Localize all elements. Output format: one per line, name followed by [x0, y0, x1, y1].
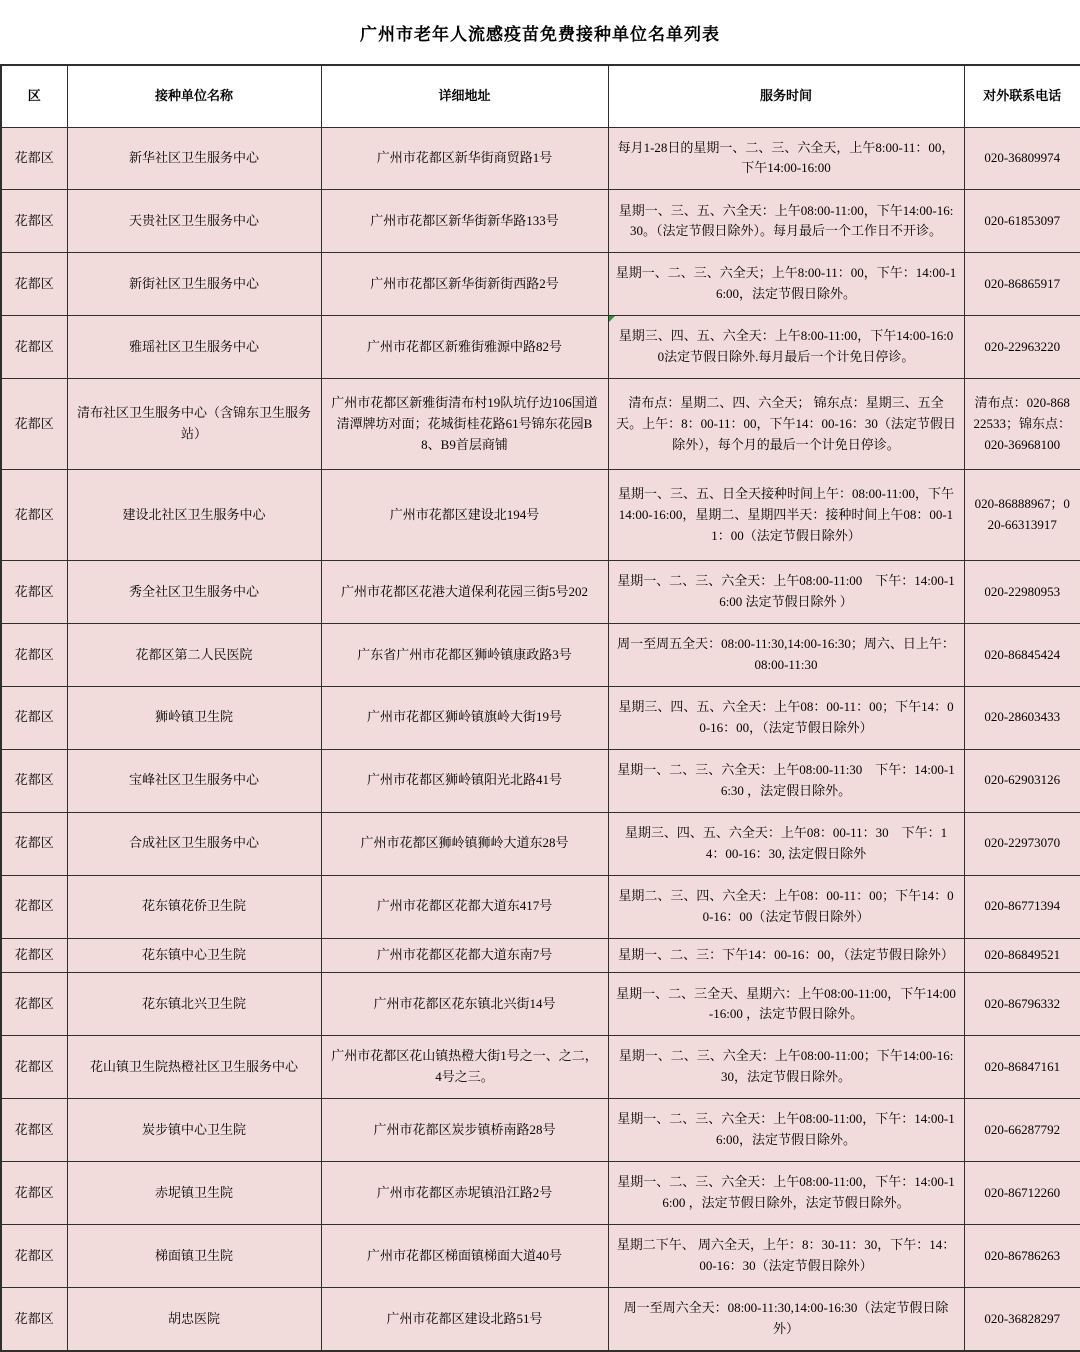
- cell-address: 广州市花都区狮岭镇狮岭大道东28号: [321, 812, 608, 875]
- cell-district: 花都区: [1, 624, 67, 687]
- cell-service-time: 星期三、四、五、六全天：上午08：00-11：00；下午14：00-16：00，（法定节假日除外）: [608, 686, 964, 749]
- cell-address: 广州市花都区梯面镇梯面大道40号: [321, 1224, 608, 1287]
- cell-district: 花都区: [1, 470, 67, 561]
- cell-phone: 020-86786263: [964, 1224, 1080, 1287]
- cell-phone: 清布点：020-86822533；锦东点：020-36968100: [964, 379, 1080, 470]
- cell-district: 花都区: [1, 316, 67, 379]
- header-cell-phone: 对外联系电话: [964, 65, 1080, 127]
- cell-unit-name: 天贵社区卫生服务中心: [67, 190, 321, 253]
- cell-service-time: 星期一、二、三、六全天：上午08:00-11:00 下午：14:00-16:00 法定节假日除外 ）: [608, 561, 964, 624]
- table-header-row: [1, 65, 1080, 127]
- cell-district: 花都区: [1, 686, 67, 749]
- cell-service-time: 星期二、三、四、六全天：上午08：00-11：00；下午14：00-16：00（法定节假日除外）: [608, 875, 964, 938]
- cell-unit-name: 合成社区卫生服务中心: [67, 812, 321, 875]
- cell-unit-name: 炭步镇中心卫生院: [67, 1099, 321, 1162]
- table-row: [1, 938, 1080, 973]
- table-row: [1, 624, 1080, 687]
- cell-district: 花都区: [1, 1287, 67, 1351]
- cell-phone: 020-36809974: [964, 127, 1080, 190]
- table-row: [1, 973, 1080, 1036]
- header-cell-address: 详细地址: [321, 65, 608, 127]
- cell-district: 花都区: [1, 1099, 67, 1162]
- table-row: [1, 561, 1080, 624]
- cell-unit-name: 花东镇花侨卫生院: [67, 875, 321, 938]
- cell-district: 花都区: [1, 253, 67, 316]
- cell-service-time: 清布点：星期二、四、六全天； 锦东点：星期三、五全天。上午：8：00-11：00，下午14：00-16：30（法定节假日除外），每个月的最后一个计免日停诊。: [608, 379, 964, 470]
- cell-phone: 020-86888967；020-66313917: [964, 470, 1080, 561]
- cell-district: 花都区: [1, 938, 67, 973]
- cell-phone: 020-28603433: [964, 686, 1080, 749]
- cell-service-time: 星期一、二、三：下午14：00-16：00，（法定节假日除外）: [608, 938, 964, 973]
- cell-address: 广东省广州市花都区狮岭镇康政路3号: [321, 624, 608, 687]
- cell-unit-name: 秀全社区卫生服务中心: [67, 561, 321, 624]
- cell-phone: 020-22973070: [964, 812, 1080, 875]
- header-cell-district: 区: [1, 65, 67, 127]
- vaccination-units-table: [0, 64, 1080, 1352]
- cell-service-time: 星期三、四、五、六全天：上午08：00-11：30 下午：14：00-16：30, 法定假日除外: [608, 812, 964, 875]
- cell-unit-name: 建设北社区卫生服务中心: [67, 470, 321, 561]
- cell-service-time: 星期一、三、五、六全天：上午08:00-11:00，下午14:00-16:30。（法定节假日除外）。每月最后一个工作日不开诊。: [608, 190, 964, 253]
- cell-phone: 020-86796332: [964, 973, 1080, 1036]
- header-cell-unit-name: 接种单位名称: [67, 65, 321, 127]
- page-title: 广州市老年人流感疫苗免费接种单位名单列表: [360, 24, 720, 44]
- cell-phone: 020-86847161: [964, 1036, 1080, 1099]
- cell-unit-name: 宝峰社区卫生服务中心: [67, 749, 321, 812]
- cell-unit-name: 胡忠医院: [67, 1287, 321, 1351]
- cell-unit-name: 清布社区卫生服务中心（含锦东卫生服务站）: [67, 379, 321, 470]
- table-row: [1, 875, 1080, 938]
- cell-service-time: 周一至周五全天：08:00-11:30,14:00-16:30；周六、日上午：08:00-11:30: [608, 624, 964, 687]
- cell-phone: 020-86771394: [964, 875, 1080, 938]
- cell-unit-name: 赤坭镇卫生院: [67, 1162, 321, 1225]
- table-row: [1, 379, 1080, 470]
- table-row: [1, 1036, 1080, 1099]
- cell-phone: 020-22963220: [964, 316, 1080, 379]
- cell-phone: 020-62903126: [964, 749, 1080, 812]
- cell-unit-name: 梯面镇卫生院: [67, 1224, 321, 1287]
- cell-service-time: 周一至周六全天：08:00-11:30,14:00-16:30（法定节假日除外）: [608, 1287, 964, 1351]
- cell-unit-name: 花山镇卫生院热橙社区卫生服务中心: [67, 1036, 321, 1099]
- cell-unit-name: 狮岭镇卫生院: [67, 686, 321, 749]
- table-row: [1, 316, 1080, 379]
- table-row: [1, 1162, 1080, 1225]
- table-row: [1, 812, 1080, 875]
- table-row: [1, 253, 1080, 316]
- cell-unit-name: 雅瑶社区卫生服务中心: [67, 316, 321, 379]
- cell-address: 广州市花都区新华街商贸路1号: [321, 127, 608, 190]
- cell-service-time: 星期一、二、三、六全天；上午8:00-11：00，下午：14:00-16:00，法定节假日除外。: [608, 253, 964, 316]
- table-row: [1, 686, 1080, 749]
- cell-address: 广州市花都区赤坭镇沿江路2号: [321, 1162, 608, 1225]
- cell-address: 广州市花都区新华街新街西路2号: [321, 253, 608, 316]
- table-body: [1, 127, 1080, 1351]
- cell-district: 花都区: [1, 561, 67, 624]
- cell-district: 花都区: [1, 749, 67, 812]
- cell-phone: 020-86712260: [964, 1162, 1080, 1225]
- cell-service-time: 每月1-28日的星期一、二、三、六全天，上午8:00-11：00，下午14:00-16:00: [608, 127, 964, 190]
- cell-address: 广州市花都区炭步镇桥南路28号: [321, 1099, 608, 1162]
- table-row: [1, 749, 1080, 812]
- header-cell-service-time: 服务时间: [608, 65, 964, 127]
- cell-address: 广州市花都区建设北路51号: [321, 1287, 608, 1351]
- cell-district: 花都区: [1, 875, 67, 938]
- cell-address: 广州市花都区新华街新华路133号: [321, 190, 608, 253]
- cell-district: 花都区: [1, 1224, 67, 1287]
- cell-unit-name: 花东镇北兴卫生院: [67, 973, 321, 1036]
- cell-phone: 020-86865917: [964, 253, 1080, 316]
- table-row: [1, 1224, 1080, 1287]
- cell-district: 花都区: [1, 1162, 67, 1225]
- cell-address: 广州市花都区狮岭镇旗岭大街19号: [321, 686, 608, 749]
- table-row: [1, 1099, 1080, 1162]
- cell-service-time: 星期一、二、三全天、星期六：上午08:00-11:00，下午14:00-16:00 ，法定节假日除外。: [608, 973, 964, 1036]
- title-bar: [0, 0, 1080, 64]
- cell-address: 广州市花都区花都大道东南7号: [321, 938, 608, 973]
- cell-service-time: 星期二下午、 周六全天，上午：8：30-11：30，下午：14：00-16：30（法定节假日除外）: [608, 1224, 964, 1287]
- cell-district: 花都区: [1, 973, 67, 1036]
- cell-address: 广州市花都区建设北194号: [321, 470, 608, 561]
- cell-service-time: 星期三、四、五、六全天：上午8:00-11:00，下午14:00-16:00法定节假日除外.每月最后一个计免日停诊。: [608, 316, 964, 379]
- cell-unit-name: 新华社区卫生服务中心: [67, 127, 321, 190]
- table-row: [1, 127, 1080, 190]
- cell-service-time: 星期一、二、三、六全天：上午08:00-11:30 下午：14:00-16:30 ，法定假日除外。: [608, 749, 964, 812]
- cell-phone: 020-22980953: [964, 561, 1080, 624]
- cell-phone: 020-66287792: [964, 1099, 1080, 1162]
- cell-service-time: 星期一、二、三、六全天：上午08:00-11:00，下午：14:00-16:00，法定节假日除外。: [608, 1099, 964, 1162]
- cell-address: 广州市花都区狮岭镇阳光北路41号: [321, 749, 608, 812]
- cell-note-marker-icon: [609, 316, 615, 322]
- cell-phone: 020-86849521: [964, 938, 1080, 973]
- cell-unit-name: 花都区第二人民医院: [67, 624, 321, 687]
- cell-district: 花都区: [1, 812, 67, 875]
- cell-address: 广州市花都区花东镇北兴街14号: [321, 973, 608, 1036]
- cell-address: 广州市花都区花港大道保利花园三街5号202: [321, 561, 608, 624]
- table-row: [1, 190, 1080, 253]
- table-row: [1, 1287, 1080, 1351]
- cell-unit-name: 花东镇中心卫生院: [67, 938, 321, 973]
- cell-phone: 020-61853097: [964, 190, 1080, 253]
- table-row: [1, 470, 1080, 561]
- cell-service-time: 星期一、二、三、六全天：上午08:00-11:00；下午14:00-16:30，法定节假日除外。: [608, 1036, 964, 1099]
- cell-service-time: 星期一、二、三、六全天：上午08:00-11:00，下午：14:00-16:00 ，法定节假日除外，法定节假日除外。: [608, 1162, 964, 1225]
- cell-unit-name: 新街社区卫生服务中心: [67, 253, 321, 316]
- cell-address: 广州市花都区花都大道东417号: [321, 875, 608, 938]
- cell-service-time: 星期一、三、五、日全天接种时间上午：08:00-11:00，下午14:00-16:00，星期二、星期四半天：接种时间上午08：00-11：00（法定节假日除外）: [608, 470, 964, 561]
- cell-district: 花都区: [1, 190, 67, 253]
- cell-address: 广州市花都区新雅街雅源中路82号: [321, 316, 608, 379]
- cell-address: 广州市花都区新雅街清布村19队坑仔边106国道清潭牌坊对面；花城街桂花路61号锦东花园B8、B9首层商铺: [321, 379, 608, 470]
- cell-district: 花都区: [1, 379, 67, 470]
- cell-district: 花都区: [1, 127, 67, 190]
- cell-district: 花都区: [1, 1036, 67, 1099]
- cell-phone: 020-36828297: [964, 1287, 1080, 1351]
- cell-phone: 020-86845424: [964, 624, 1080, 687]
- cell-address: 广州市花都区花山镇热橙大街1号之一、之二，4号之三。: [321, 1036, 608, 1099]
